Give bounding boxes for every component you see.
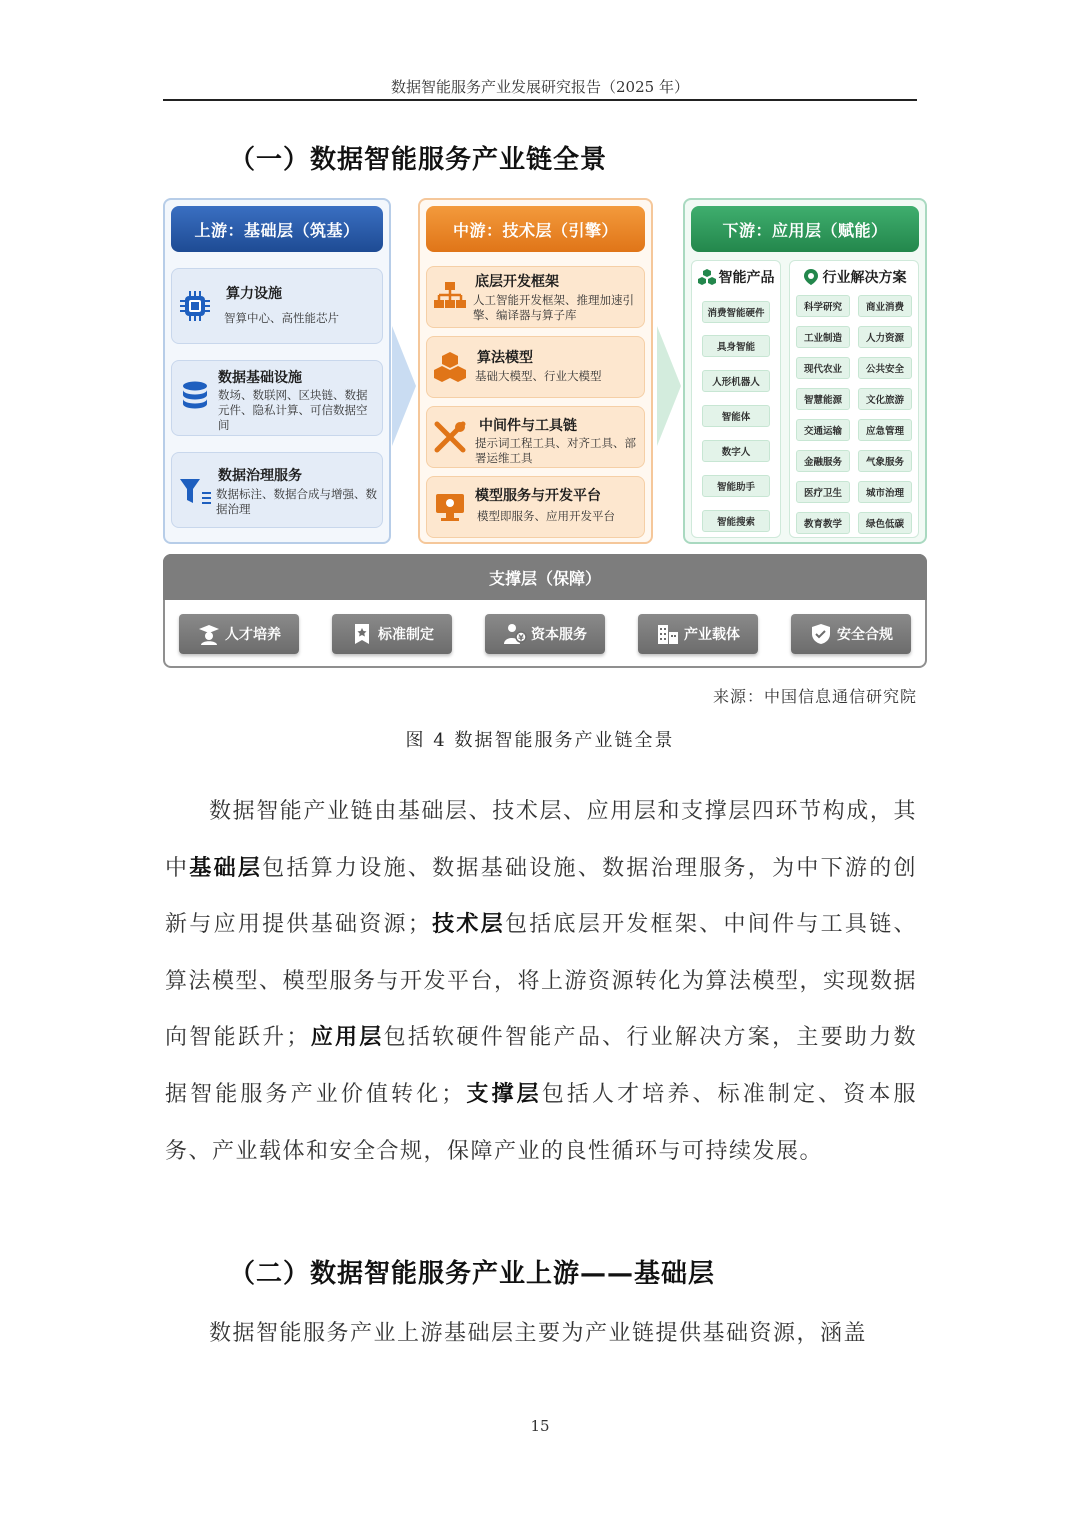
support-item-carrier bbox=[638, 614, 758, 654]
product-chip: 数字人 bbox=[702, 440, 770, 462]
card-computing-infra bbox=[171, 268, 383, 344]
product-chip: 具身智能 bbox=[702, 335, 770, 357]
arrow-right-icon bbox=[657, 326, 681, 446]
section-title-1: （一）数据智能服务产业链全景 bbox=[229, 145, 608, 175]
card-desc: 数据标注、数据合成与增强、数据治理 bbox=[216, 487, 377, 516]
upstream-header: 上游：基础层（筑基） bbox=[171, 206, 383, 252]
capital-icon bbox=[503, 622, 527, 646]
location-pin-icon bbox=[802, 268, 820, 286]
card-algorithm-model bbox=[426, 336, 645, 398]
text-run: 包括算力设施、数据基础设施、数据治理服务，为中下游的创新与应用提供基础资源； bbox=[165, 855, 917, 938]
support-header: 支撑层（保障） bbox=[163, 554, 927, 600]
industry-solutions-title bbox=[790, 265, 918, 289]
industry-chain-figure bbox=[163, 198, 927, 668]
smart-products-title bbox=[692, 265, 780, 289]
downstream-header: 下游：应用层（赋能） bbox=[691, 206, 919, 252]
panel-title-text: 行业解决方案 bbox=[822, 270, 907, 286]
solution-chip: 交通运输 bbox=[796, 419, 850, 441]
card-model-platform bbox=[426, 476, 645, 538]
keyword-application-layer: 应用层 bbox=[309, 1025, 384, 1051]
solution-chip: 医疗卫生 bbox=[796, 481, 850, 503]
keyword-support-layer: 支撑层 bbox=[464, 1081, 542, 1107]
arrow-right-icon bbox=[392, 326, 416, 446]
solution-chip: 气象服务 bbox=[858, 450, 912, 472]
midstream-column bbox=[418, 198, 653, 544]
card-title: 算法模型 bbox=[477, 350, 533, 366]
running-header: 数据智能服务产业发展研究报告（2025 年） bbox=[391, 78, 689, 96]
upstream-column bbox=[163, 198, 391, 544]
solution-chip: 智慧能源 bbox=[796, 388, 850, 410]
funnel-icon bbox=[178, 475, 212, 509]
solution-chip: 公共安全 bbox=[858, 357, 912, 379]
product-chip: 智能搜索 bbox=[702, 510, 770, 532]
solution-chip: 城市治理 bbox=[858, 481, 912, 503]
graduate-icon bbox=[197, 622, 221, 646]
figure-caption: 图 4 数据智能服务产业链全景 bbox=[405, 730, 675, 751]
support-layer bbox=[163, 554, 927, 668]
body-paragraph-1 bbox=[165, 784, 917, 1180]
support-item-label: 标准制定 bbox=[378, 627, 434, 643]
keyword-basic-layer: 基础层 bbox=[189, 855, 263, 881]
cubes-icon bbox=[433, 350, 467, 384]
solution-chip: 人力资源 bbox=[858, 326, 912, 348]
chip-icon bbox=[178, 289, 212, 323]
solution-chip: 教育教学 bbox=[796, 512, 850, 534]
solution-chip: 现代农业 bbox=[796, 357, 850, 379]
card-desc: 智算中心、高性能芯片 bbox=[224, 311, 339, 325]
card-desc: 模型即服务、应用开发平台 bbox=[477, 509, 615, 523]
product-chip: 智能助手 bbox=[702, 475, 770, 497]
card-desc: 基础大模型、行业大模型 bbox=[475, 369, 602, 383]
svg-text:¥: ¥ bbox=[518, 633, 524, 643]
solution-chip: 文化旅游 bbox=[858, 388, 912, 410]
card-title: 数据基础设施 bbox=[218, 370, 302, 386]
solution-chip: 应急管理 bbox=[858, 419, 912, 441]
downstream-column bbox=[683, 198, 927, 544]
body-paragraph-2: 数据智能服务产业上游基础层主要为产业链提供基础资源，涵盖 bbox=[209, 1321, 868, 1346]
text-run: 包括人才培养、标准制定、资本服务、产业载体和安全合规，保障产业的良性循环与可持续发展。 bbox=[165, 1081, 917, 1164]
page-number: 15 bbox=[530, 1417, 550, 1435]
card-title: 中间件与工具链 bbox=[479, 418, 577, 434]
hierarchy-icon bbox=[433, 280, 467, 314]
card-data-governance bbox=[171, 452, 383, 528]
support-item-label: 资本服务 bbox=[531, 627, 587, 643]
panel-title-text: 智能产品 bbox=[718, 270, 775, 286]
solution-chip: 科学研究 bbox=[796, 295, 850, 317]
product-chip: 智能体 bbox=[702, 405, 770, 427]
support-item-capital bbox=[485, 614, 605, 654]
midstream-header: 中游：技术层（引擎） bbox=[426, 206, 645, 252]
card-title: 数据治理服务 bbox=[218, 468, 302, 484]
keyword-tech-layer: 技术层 bbox=[431, 912, 505, 938]
support-item-standards bbox=[332, 614, 452, 654]
solution-chip: 商业消费 bbox=[858, 295, 912, 317]
card-data-infra bbox=[171, 360, 383, 436]
shield-icon bbox=[809, 622, 833, 646]
solution-chip: 绿色低碳 bbox=[858, 512, 912, 534]
industry-solutions-panel bbox=[789, 260, 919, 538]
header-rule bbox=[163, 99, 917, 101]
figure-source: 来源：中国信息通信研究院 bbox=[712, 687, 917, 706]
text-run: 包括底层开发框架、中间件与工具链、算法模型、模型服务与开发平台，将上游资源转化为算法模型，实现数据向智能跃升； bbox=[165, 912, 918, 1051]
support-item-label: 安全合规 bbox=[837, 627, 893, 643]
card-title: 算力设施 bbox=[226, 286, 282, 302]
solution-chip: 工业制造 bbox=[796, 326, 850, 348]
support-item-compliance bbox=[791, 614, 911, 654]
card-desc: 人工智能开发框架、推理加速引擎、编译器与算子库 bbox=[473, 293, 634, 322]
support-item-talent bbox=[179, 614, 299, 654]
card-desc: 提示词工程工具、对齐工具、部署运维工具 bbox=[475, 436, 636, 465]
database-icon bbox=[178, 379, 212, 413]
card-desc: 数场、数联网、区块链、数据元件、隐私计算、可信数据空间 bbox=[218, 388, 368, 432]
section-title-2: （二）数据智能服务产业上游——基础层 bbox=[229, 1259, 716, 1289]
smart-products-panel bbox=[691, 260, 781, 538]
support-item-label: 产业载体 bbox=[684, 627, 740, 643]
text-run: 数据智能产业链由基础层、技术层、应用层和支撑层四环节构成，其中 bbox=[165, 799, 917, 881]
product-chip: 人形机器人 bbox=[702, 370, 770, 392]
card-title: 底层开发框架 bbox=[475, 274, 559, 290]
monitor-icon bbox=[433, 490, 467, 524]
card-dev-framework bbox=[426, 266, 645, 328]
tools-icon bbox=[433, 420, 467, 454]
card-middleware-toolchain bbox=[426, 406, 645, 468]
card-title: 模型服务与开发平台 bbox=[475, 488, 601, 504]
product-chip: 消费智能硬件 bbox=[702, 301, 770, 323]
support-item-label: 人才培养 bbox=[225, 627, 281, 643]
certificate-icon bbox=[350, 622, 374, 646]
solution-chip: 金融服务 bbox=[796, 450, 850, 472]
text-run: 包括软硬件智能产品、行业解决方案，主要助力数据智能服务产业价值转化； bbox=[165, 1025, 917, 1107]
products-icon bbox=[698, 268, 716, 286]
building-icon bbox=[656, 622, 680, 646]
